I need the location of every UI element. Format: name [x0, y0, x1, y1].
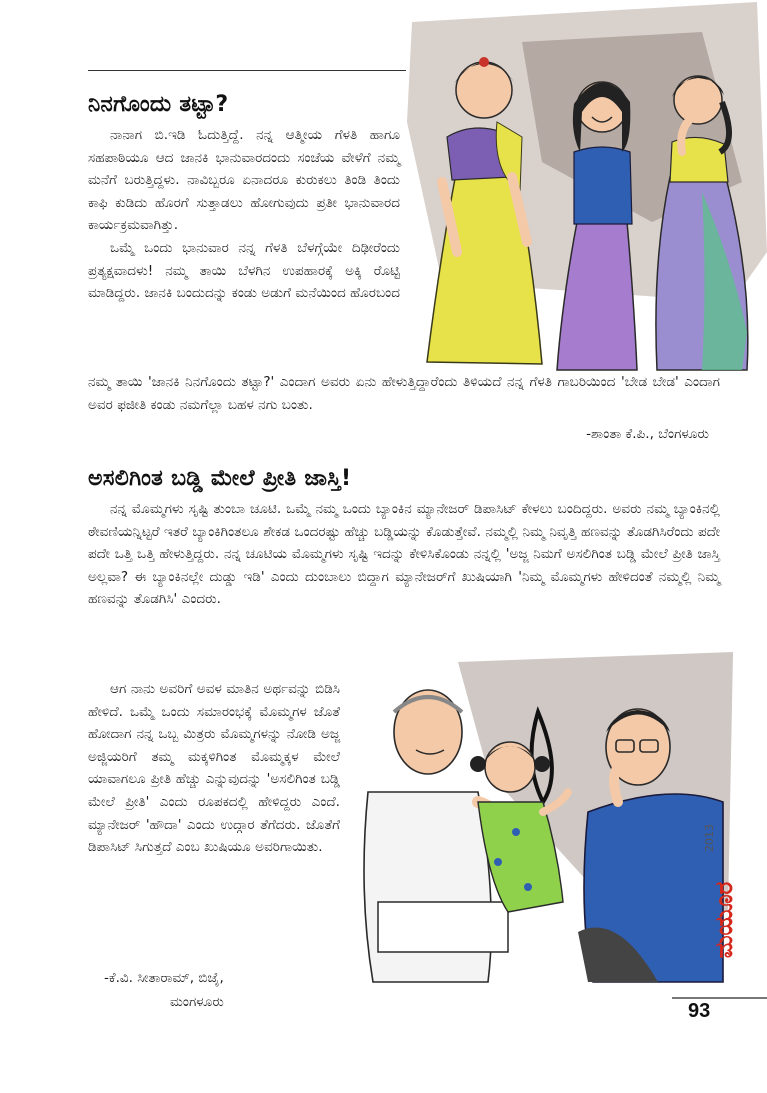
story2-byline-line2: ಮಂಗಳೂರು	[170, 994, 224, 1010]
story1-body-wrapped	[88, 124, 400, 305]
story1-paragraph: ಒಮ್ಮೆ ಒಂದು ಭಾನುವಾರ ನನ್ನ ಗೆಳತಿ ಬೆಳಗ್ಗೆಯೇ ದಿಢೀರೆಂದು ಪ್ರತ್ಯಕ್ಷವಾದಳು! ನಮ್ಮ ತಾಯಿ ಬೆಳಗಿನ ಉಪಹಾರಕ್ಕೆ ಅಕ್ಕಿ ರೊಟ್ಟಿ ಮಾಡಿದ್ದರು. ಜಾನಕಿ ಬಂದುದನ್ನು ಕಂಡು ಅಡುಗೆ ಮನೆಯಿಂದ ಹೊರಬಂದ	[88, 239, 400, 302]
illustration-signature: 2013	[703, 824, 716, 852]
story2-paragraph: ನನ್ನ ಮೊಮ್ಮಗಳು ಸೃಷ್ಟಿ ತುಂಬಾ ಚೂಟಿ. ಒಮ್ಮೆ ನಮ್ಮ ಒಂದು ಬ್ಯಾಂಕಿನ ಮ್ಯಾನೇಜರ್ ಡಿಪಾಸಿಟ್ ಕೇಳಲು ಬಂದಿದ್ದರು. ಅವರು ನಮ್ಮ ಬ್ಯಾಂಕಿನಲ್ಲಿ ಠೇವಣಿಯನ್ನಿಟ್ಟರೆ ಇತರೆ ಬ್ಯಾಂಕಿಗಿಂತಲೂ ಶೇಕಡ ಒಂದರಷ್ಟು ಹೆಚ್ಚು ಬಡ್ಡಿಯನ್ನು ಕೊಡುತ್ತೇವೆ. ನಮ್ಮಲ್ಲಿ ನಿಮ್ಮ ನಿವೃತ್ತಿ ಹಣವನ್ನು ತೊಡಗಿಸಿರೆಂದು ಪದೇ ಪದೇ ಒತ್ತಿ ಒತ್ತಿ ಹೇಳುತ್ತಿದ್ದರು. ನನ್ನ ಚೂಟಿಯ ಮೊಮ್ಮಗಳು ಸೃಷ್ಟಿ ಇದನ್ನು ಕೇಳಿಸಿಕೊಂಡು ನನ್ನಲ್ಲಿ 'ಅಜ್ಜ ನಿಮಗೆ ಅಸಲಿಗಿಂತ ಬಡ್ಡಿ ಮೇಲೆ ಪ್ರೀತಿ ಜಾಸ್ತಿ ಅಲ್ಲವಾ? ಈ ಬ್ಯಾಂಕಿನಲ್ಲೇ ದುಡ್ಡು ಇಡಿ' ಎಂದು ದುಂಬಾಲು ಬಿದ್ದಾಗ ಮ್ಯಾನೇಜರ್‌ಗೆ ಖುಷಿಯಾಗಿ 'ನಿಮ್ಮ ಮೊಮ್ಮಗಳು ಹೇಳಿದಂತೆ ನಮ್ಮಲ್ಲಿ ನಿಮ್ಮ ಹಣವನ್ನು ತೊಡಗಿಸಿ' ಎಂದರು.	[88, 501, 720, 608]
story2-title: ಅಸಲಿಗಿಂತ ಬಡ್ಡಿ ಮೇಲೆ ಪ್ರೀತಿ ಜಾಸ್ತಿ!	[88, 466, 352, 491]
magazine-logo-text: ಮಯೂರ	[710, 881, 738, 959]
story1-paragraph-end: ನಮ್ಮ ತಾಯಿ 'ಜಾನಕಿ ನಿನಗೊಂದು ತಟ್ಟಾ?' ಎಂದಾಗ ಅವರು ಏನು ಹೇಳುತ್ತಿದ್ದಾರೆಂದು ತಿಳಿಯದೆ ನನ್ನ ಗೆಳತಿ ಗಾಬರಿಯಿಂದ 'ಬೇಡ ಬೇಡ' ಎಂದಾಗ ಅವರ ಫಜೀತಿ ಕಂಡು ನಮಗೆಲ್ಲಾ ಬಹಳ ನಗು ಬಂತು.	[88, 374, 720, 413]
story2-body-full	[88, 498, 720, 611]
page-number-rule	[672, 997, 767, 999]
magazine-logo	[708, 858, 740, 982]
story1-byline: -ಶಾಂತಾ ಕೆ.ಪಿ., ಬೆಂಗಳೂರು	[586, 426, 709, 442]
illustration-grandfather-manager	[338, 652, 738, 1002]
story1-paragraph: ನಾನಾಗ ಬಿ.ಇಡಿ ಓದುತ್ತಿದ್ದೆ. ನನ್ನ ಆತ್ಮೀಯ ಗೆಳತಿ ಹಾಗೂ ಸಹಪಾಠಿಯೂ ಆದ ಜಾನಕಿ ಭಾನುವಾರದಂದು ಸಂಜೆಯ ವೇಳೆಗೆ ನಮ್ಮ ಮನೆಗೆ ಬರುತ್ತಿದ್ದಳು. ನಾವಿಬ್ಬರೂ ಏನಾದರೂ ಕುರುಕಲು ತಿಂಡಿ ತಿಂದು ಕಾಫಿ ಕುಡಿದು ಹೊರಗೆ ಸುತ್ತಾಡಲು ಹೋಗುವುದು ಪ್ರತೀ ಭಾನುವಾರದ ಕಾರ್ಯಕ್ರಮವಾಗಿತ್ತು.	[88, 127, 400, 234]
story2-byline-line1: -ಕೆ.ವಿ. ಸೀತಾರಾಮ್, ಬಿಜೈ,	[104, 970, 224, 986]
story2-paragraph: ಆಗ ನಾನು ಅವರಿಗೆ ಅವಳ ಮಾತಿನ ಅರ್ಥವನ್ನು ಬಿಡಿಸಿ ಹೇಳಿದೆ. ಒಮ್ಮೆ ಒಂದು ಸಮಾರಂಭಕ್ಕೆ ಮೊಮ್ಮಗಳ ಜೊತೆ ಹೋದಾಗ ನನ್ನ ಒಬ್ಬ ಮಿತ್ರರು ಮೊಮ್ಮಗಳನ್ನು ನೋಡಿ ಅಜ್ಜ ಅಜ್ಜಿಯರಿಗೆ ತಮ್ಮ ಮಕ್ಕಳಿಗಿಂತ ಮೊಮ್ಮಕ್ಕಳ ಮೇಲೆ ಯಾವಾಗಲೂ ಪ್ರೀತಿ ಹೆಚ್ಚು ಎನ್ನುವುದನ್ನು 'ಅಸಲಿಗಿಂತ ಬಡ್ಡಿ ಮೇಲೆ ಪ್ರೀತಿ' ಎಂದು ರೂಪಕದಲ್ಲಿ ಹೇಳಿದ್ದರು ಎಂದೆ. ಮ್ಯಾನೇಜರ್ 'ಹೌದಾ' ಎಂದು ಉದ್ಗಾರ ತೆಗೆದರು. ಜೊತೆಗೆ ಡಿಪಾಸಿಟ್ ಸಿಗುತ್ತದೆ ಎಂಬ ಖುಷಿಯೂ ಅವರಿಗಾಯಿತು.	[88, 681, 340, 856]
story2-byline	[104, 966, 224, 1014]
illustration-three-women	[402, 2, 767, 380]
top-divider	[88, 70, 406, 71]
story1-title: ನಿನಗೊಂದು ತಟ್ಟಾ?	[88, 92, 229, 117]
story2-body-wrapped	[88, 678, 340, 859]
page-number: 93	[688, 1000, 711, 1022]
